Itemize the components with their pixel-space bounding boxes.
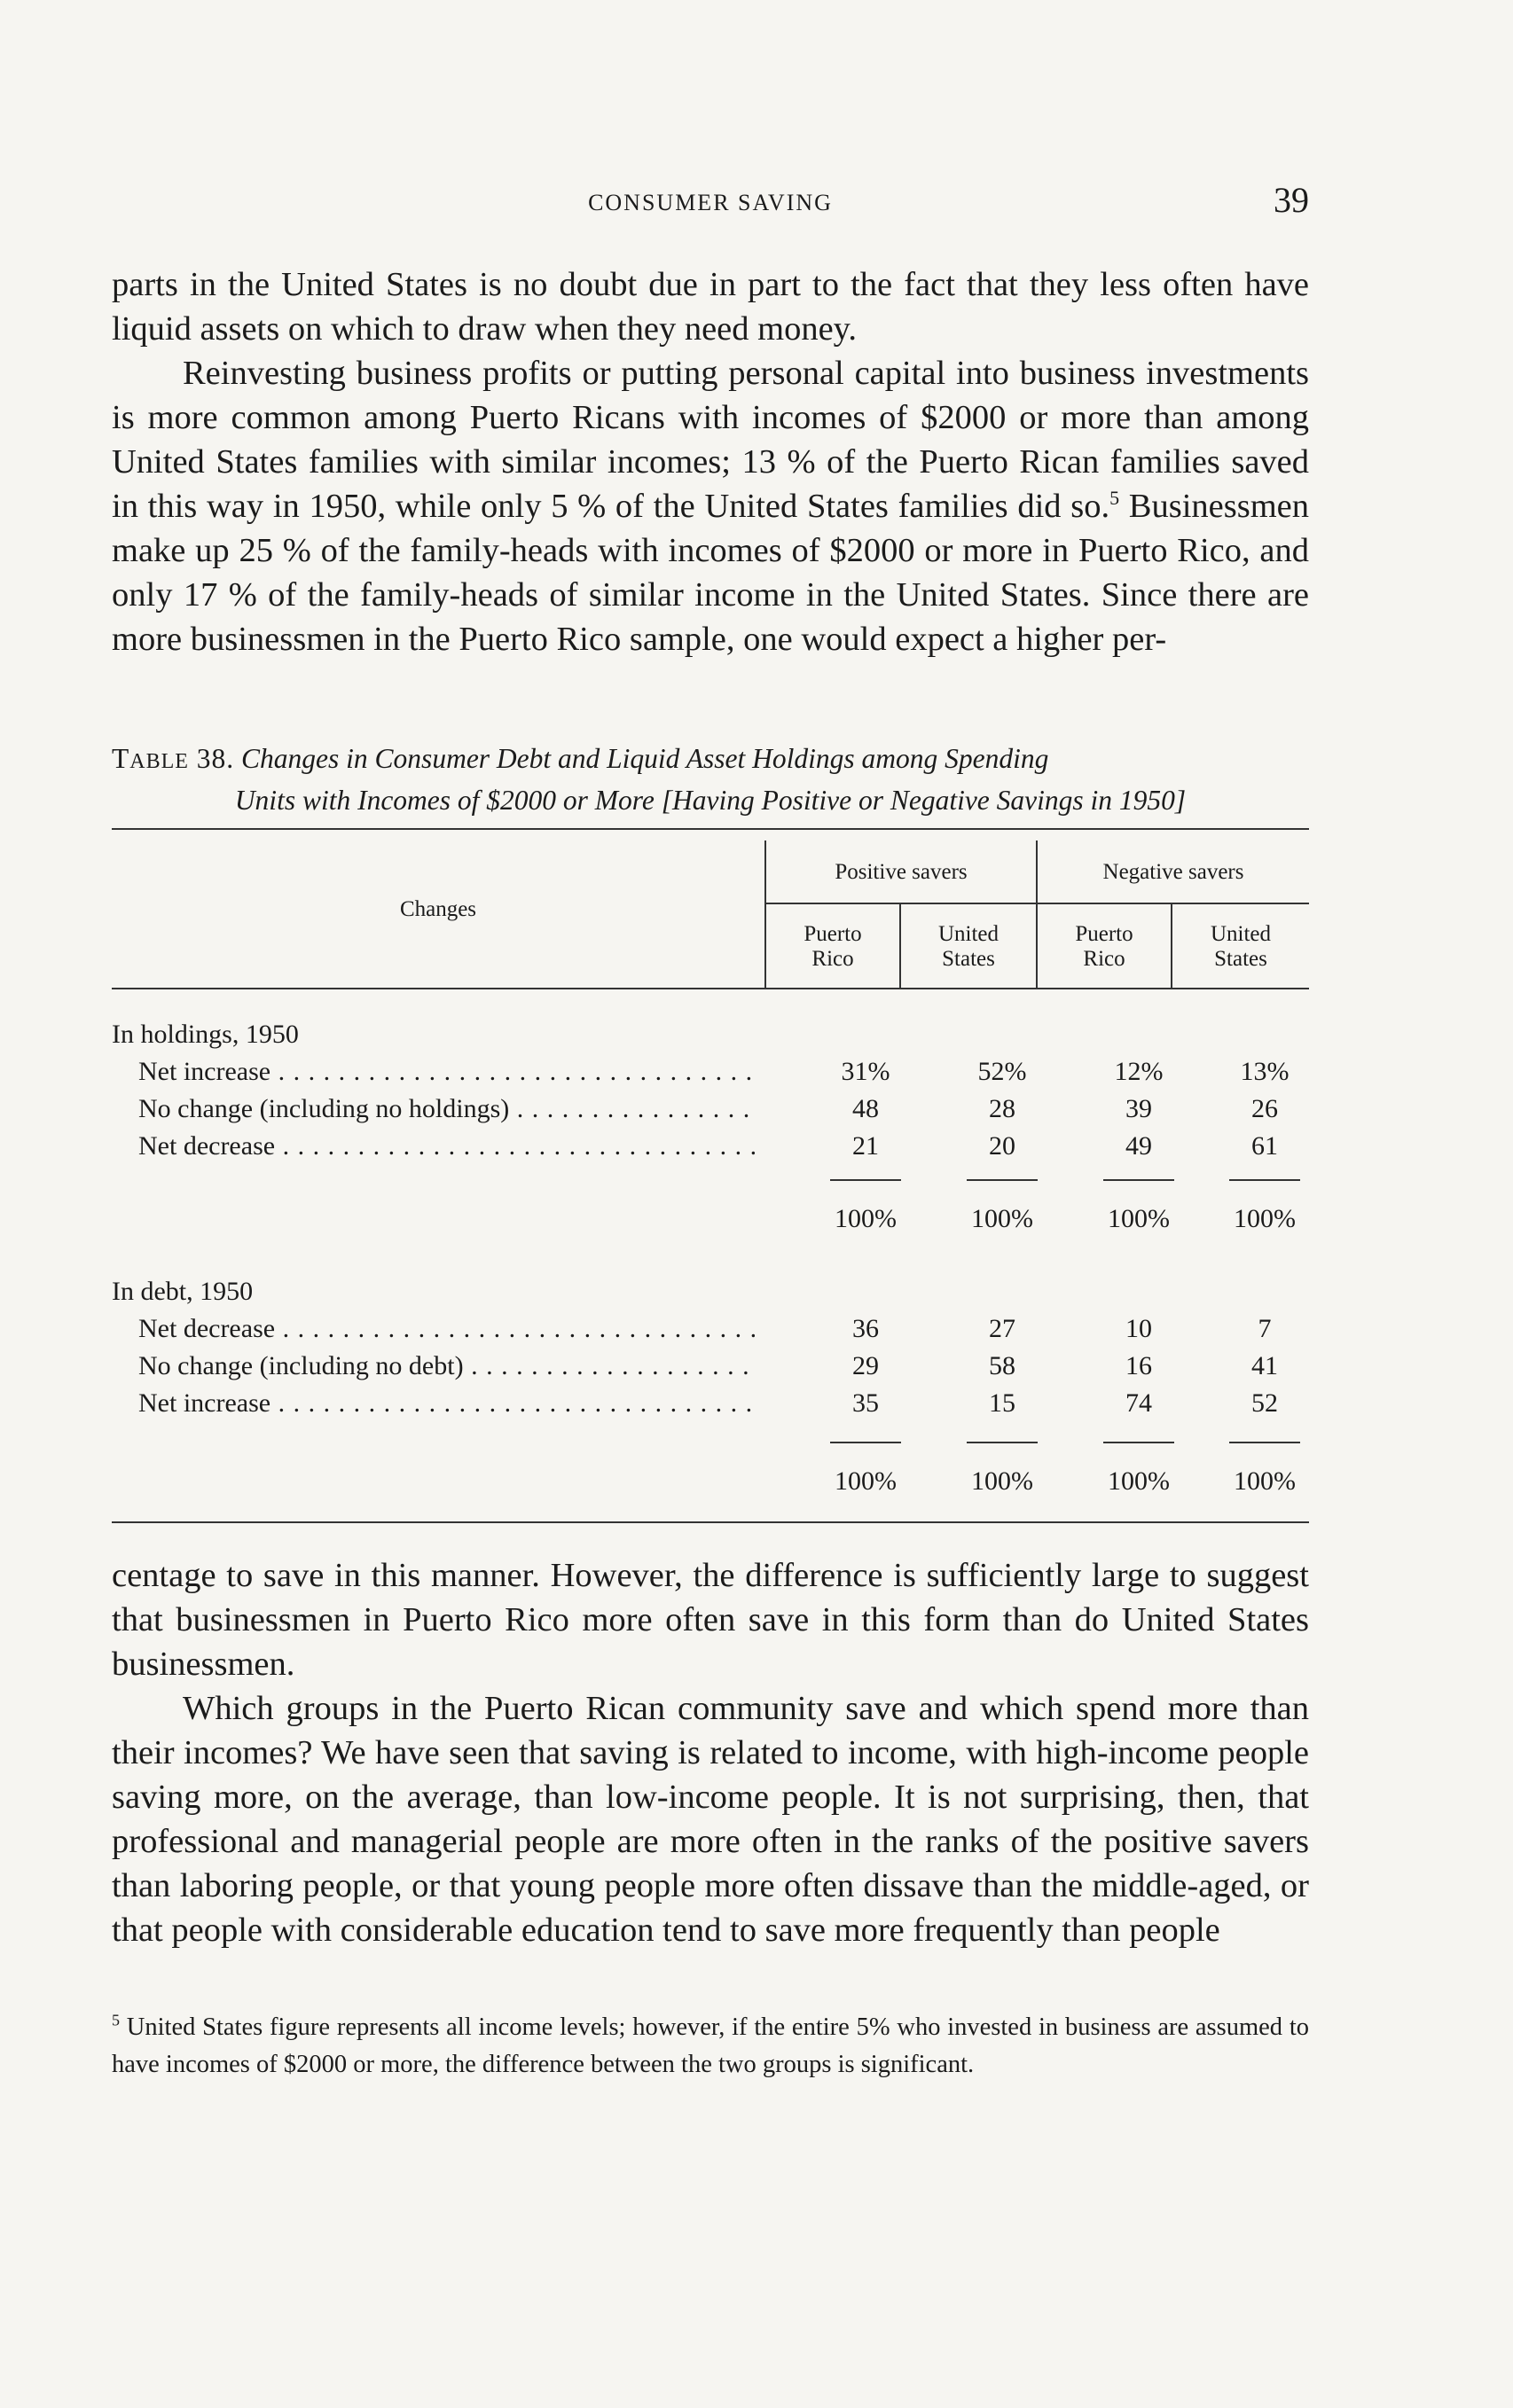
footnote [112,2009,1309,2084]
column-header-united-states: United States [1210,922,1272,971]
table-row: No change (including no debt) . . . 29 58 16 41 [112,1348,1309,1385]
group-header-negative: Negative savers [1102,860,1244,884]
sum-rule [1229,1442,1300,1443]
table-total-row: 100% 100% 100% 100% [835,1204,1296,1233]
page-number: 39 [1274,180,1309,220]
sum-rule [1229,1179,1300,1181]
column-header-puerto-rico: Puerto Rico [804,922,862,971]
table-bottom-rule [112,1521,1309,1523]
table-row: Net decrease . . . 21 20 49 61 [112,1128,1309,1165]
data-table [112,828,1309,1523]
section-title-holdings: In holdings, 1950 [112,1020,299,1049]
paragraph: Which groups in the Puerto Rican community save and which spend more than their incomes? We have seen that saving is related to income, with high-income people saving more, on the average, than low-income people. It is not surprising, then, that professional and managerial people are more often in the ranks of the positive savers than laboring people, or that young people more often dissave than the middle-aged, or that people with considerable education tend to save more frequently than people [112,1690,1309,1949]
sum-rule [1103,1442,1174,1443]
running-head [112,177,1309,231]
body-text-bottom [112,1553,1309,1952]
table-row: Net increase . . . 35 15 74 52 [112,1385,1309,1422]
section-title-debt: In debt, 1950 [112,1277,254,1306]
table-total-row: 100% 100% 100% 100% [835,1466,1296,1496]
paragraph-text: Reinvesting business profits or putting personal capital into business investments is more common among Puerto Ricans with incomes of $2000 or more than among United States families with similar incomes; 13 % of the Puerto Rican families saved in this way in 1950, while only 5 % of the United States families did so. [112,355,1309,525]
table-caption-text: Changes in Consumer Debt and Liquid Asset Holdings among Spending [234,743,1049,774]
table-top-rule [112,828,1309,830]
paragraph [112,351,1309,661]
footnote-mark: 5 [112,2011,120,2029]
table-caption [112,739,1309,820]
header-bottom-rule [112,988,1309,989]
paragraph: parts in the United States is no doubt due in part to the fact that they less often have liquid assets on which to draw when they need money. [112,266,1309,348]
running-title: CONSUMER SAVING [588,190,833,215]
footnote-reference: 5 [1109,487,1120,510]
table-row: Net decrease . . . 36 27 10 7 [112,1310,1309,1348]
sum-rule [830,1442,901,1443]
column-header-puerto-rico: Puerto Rico [1075,922,1133,971]
group-header-positive: Positive savers [835,860,968,884]
table-row: No change (including no holdings) . . . 48 28 39 26 [112,1091,1309,1128]
paragraph-text: Businessmen make up 25 % of the family-heads with incomes of $2000 or more in Puerto Rico, and only 17 % of the family-heads of similar income in the United States. Since there are more businessmen in the Puerto Rico sample, one would expect a higher per- [112,488,1309,658]
sum-rule [967,1179,1038,1181]
paragraph: centage to save in this manner. However, the difference is sufficiently large to suggest that businessmen in Puerto Rico more often save in this form than do United States businessmen. [112,1557,1309,1683]
sum-rule [967,1442,1038,1443]
table-caption-text: Units with Incomes of $2000 or More [Having Positive or Negative Savings in 1950] [234,785,1187,816]
column-header-united-states: United States [937,922,1000,971]
stub-header: Changes [399,897,477,921]
table-caption-label: TABLE 38. [112,743,235,774]
footnote-text: United States figure represents all income levels; however, if the entire 5% who invested in business are assumed to have incomes of $2000 or more, the difference between the two groups is significant. [112,2013,1309,2078]
sum-rule [1103,1179,1174,1181]
sum-rule [830,1179,901,1181]
table-row: Net increase . . . 31% 52% 12% 13% [112,1053,1309,1091]
body-text-top [112,262,1309,661]
